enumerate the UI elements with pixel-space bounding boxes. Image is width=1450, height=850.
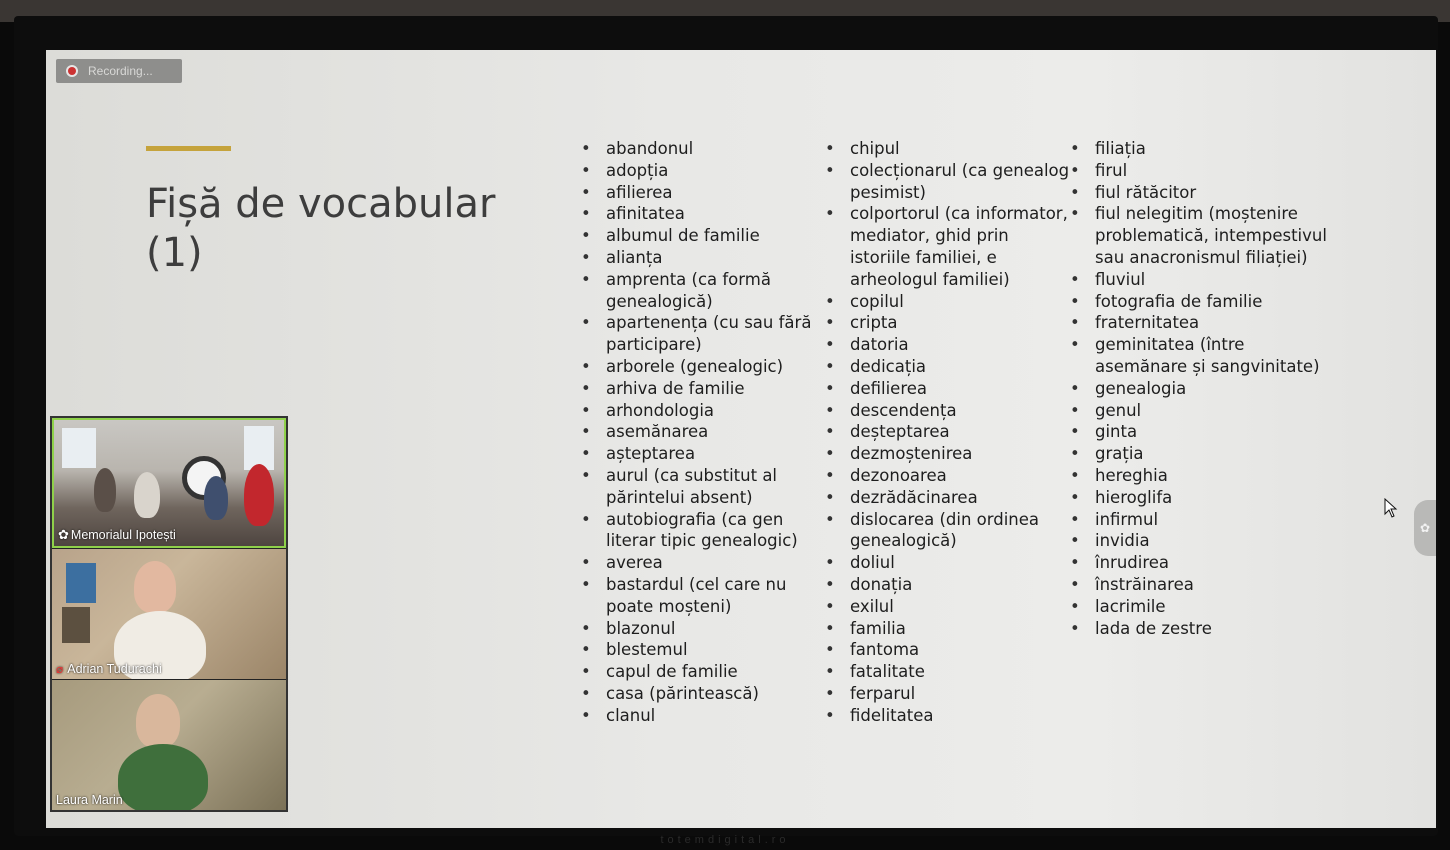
participant-name: ⌀ Adrian Tudurachi: [56, 662, 162, 676]
vocabulary-item: • infirmul: [1070, 509, 1330, 531]
vocabulary-item: • colportorul (ca informator, mediator, ghid prin istoriile familiei, e arheologul familiei): [825, 203, 1070, 290]
participant-figure: [134, 472, 160, 518]
vocabulary-item: • blazonul: [581, 618, 816, 640]
video-tile[interactable]: [52, 418, 286, 548]
recording-indicator[interactable]: [56, 59, 182, 83]
participant-figure: [204, 476, 228, 520]
vocabulary-item: • fatalitate: [825, 661, 1070, 683]
vocabulary-item: • lada de zestre: [1070, 618, 1330, 640]
vocabulary-item: • exilul: [825, 596, 1070, 618]
vocabulary-column-2: [825, 138, 1070, 727]
vocabulary-item: • fiul nelegitim (moștenire problematică, intempestivul sau anacronismul filiației): [1070, 203, 1330, 268]
vocabulary-item: • ginta: [1070, 421, 1330, 443]
vocabulary-item: • clanul: [581, 705, 816, 727]
vocabulary-item: • fiul rătăcitor: [1070, 182, 1330, 204]
vocabulary-item: • ferparul: [825, 683, 1070, 705]
vocabulary-item: • arborele (genealogic): [581, 356, 816, 378]
vocabulary-item: • autobiografia (ca gen literar tipic genealogic): [581, 509, 816, 553]
vocabulary-item: • doliul: [825, 552, 1070, 574]
vocabulary-item: • asemănarea: [581, 421, 816, 443]
vocabulary-item: • așteptarea: [581, 443, 816, 465]
wall-picture: [66, 563, 96, 603]
vocabulary-item: • abandonul: [581, 138, 816, 160]
participant-name: Laura Marin: [56, 793, 123, 807]
slide-title: Fișă de vocabular (1): [146, 181, 496, 276]
monitor-brand: totemdigital.ro: [660, 834, 790, 846]
vocabulary-column-3: [1070, 138, 1330, 639]
settings-icon: ✿: [1419, 521, 1431, 535]
vocabulary-item: • colecționarul (ca genealog pesimist): [825, 160, 1070, 204]
title-accent-line: [146, 146, 231, 151]
vocabulary-item: • invidia: [1070, 530, 1330, 552]
vocabulary-item: • hereghia: [1070, 465, 1330, 487]
vocabulary-item: • afilierea: [581, 182, 816, 204]
vocabulary-item: • albumul de familie: [581, 225, 816, 247]
vocabulary-item: • dezonoarea: [825, 465, 1070, 487]
vocabulary-item: • deșteptarea: [825, 421, 1070, 443]
vocabulary-column-1: [581, 138, 816, 727]
vocabulary-item: • afinitatea: [581, 203, 816, 225]
participant-face: [136, 694, 180, 748]
vocabulary-item: • filiația: [1070, 138, 1330, 160]
vocabulary-item: • dedicația: [825, 356, 1070, 378]
vocabulary-item: • bastardul (cel care nu poate moșteni): [581, 574, 816, 618]
vocabulary-item: • capul de familie: [581, 661, 816, 683]
vocabulary-item: • alianța: [581, 247, 816, 269]
participant-face: [134, 561, 176, 613]
vocabulary-item: • defilierea: [825, 378, 1070, 400]
participant-name: ✿ Memorialul Ipotești: [58, 527, 176, 542]
vocabulary-item: • fidelitatea: [825, 705, 1070, 727]
vocabulary-item: • casa (părintească): [581, 683, 816, 705]
vocabulary-item: • grația: [1070, 443, 1330, 465]
side-panel-handle[interactable]: [1414, 500, 1436, 556]
vocabulary-item: • blestemul: [581, 639, 816, 661]
vocabulary-item: • averea: [581, 552, 816, 574]
vocabulary-item: • datoria: [825, 334, 1070, 356]
vocabulary-item: • arhondologia: [581, 400, 816, 422]
vocabulary-item: • geminitatea (între asemănare și sangvinitate): [1070, 334, 1330, 378]
vocabulary-item: • arhiva de familie: [581, 378, 816, 400]
wall-picture: [62, 607, 90, 643]
vocabulary-item: • fraternitatea: [1070, 312, 1330, 334]
mouse-cursor-icon: [1384, 498, 1398, 518]
vocabulary-item: • descendența: [825, 400, 1070, 422]
vocabulary-item: • chipul: [825, 138, 1070, 160]
video-tile[interactable]: [52, 680, 286, 810]
vocabulary-item: • dezrădăcinarea: [825, 487, 1070, 509]
vocabulary-item: • fluviul: [1070, 269, 1330, 291]
vocabulary-item: • amprenta (ca formă genealogică): [581, 269, 816, 313]
vocabulary-item: • cripta: [825, 312, 1070, 334]
presentation-screen: [46, 50, 1436, 828]
participant-figure: [94, 468, 116, 512]
video-tile[interactable]: [52, 549, 286, 679]
room-window: [62, 428, 96, 468]
vocabulary-item: • fantoma: [825, 639, 1070, 661]
vocabulary-item: • genealogia: [1070, 378, 1330, 400]
vocabulary-item: • adopția: [581, 160, 816, 182]
vocabulary-item: • înstrăinarea: [1070, 574, 1330, 596]
settings-icon: ✿: [58, 527, 69, 542]
video-gallery: [50, 416, 288, 812]
vocabulary-item: • genul: [1070, 400, 1330, 422]
vocabulary-item: • donația: [825, 574, 1070, 596]
vocabulary-item: • aurul (ca substitut al părintelui absent): [581, 465, 816, 509]
vocabulary-item: • dislocarea (din ordinea genealogică): [825, 509, 1070, 553]
vocabulary-item: • lacrimile: [1070, 596, 1330, 618]
participant-figure: [244, 464, 274, 526]
vocabulary-item: • fotografia de familie: [1070, 291, 1330, 313]
mic-muted-icon: ⌀: [56, 662, 64, 676]
vocabulary-item: • dezmoștenirea: [825, 443, 1070, 465]
vocabulary-item: • copilul: [825, 291, 1070, 313]
participant-dress: [118, 744, 208, 810]
record-icon: [68, 67, 76, 75]
recording-label: Recording...: [88, 64, 153, 78]
vocabulary-item: • firul: [1070, 160, 1330, 182]
vocabulary-item: • familia: [825, 618, 1070, 640]
vocabulary-item: • hieroglifa: [1070, 487, 1330, 509]
vocabulary-item: • apartenența (cu sau fără participare): [581, 312, 816, 356]
vocabulary-item: • înrudirea: [1070, 552, 1330, 574]
